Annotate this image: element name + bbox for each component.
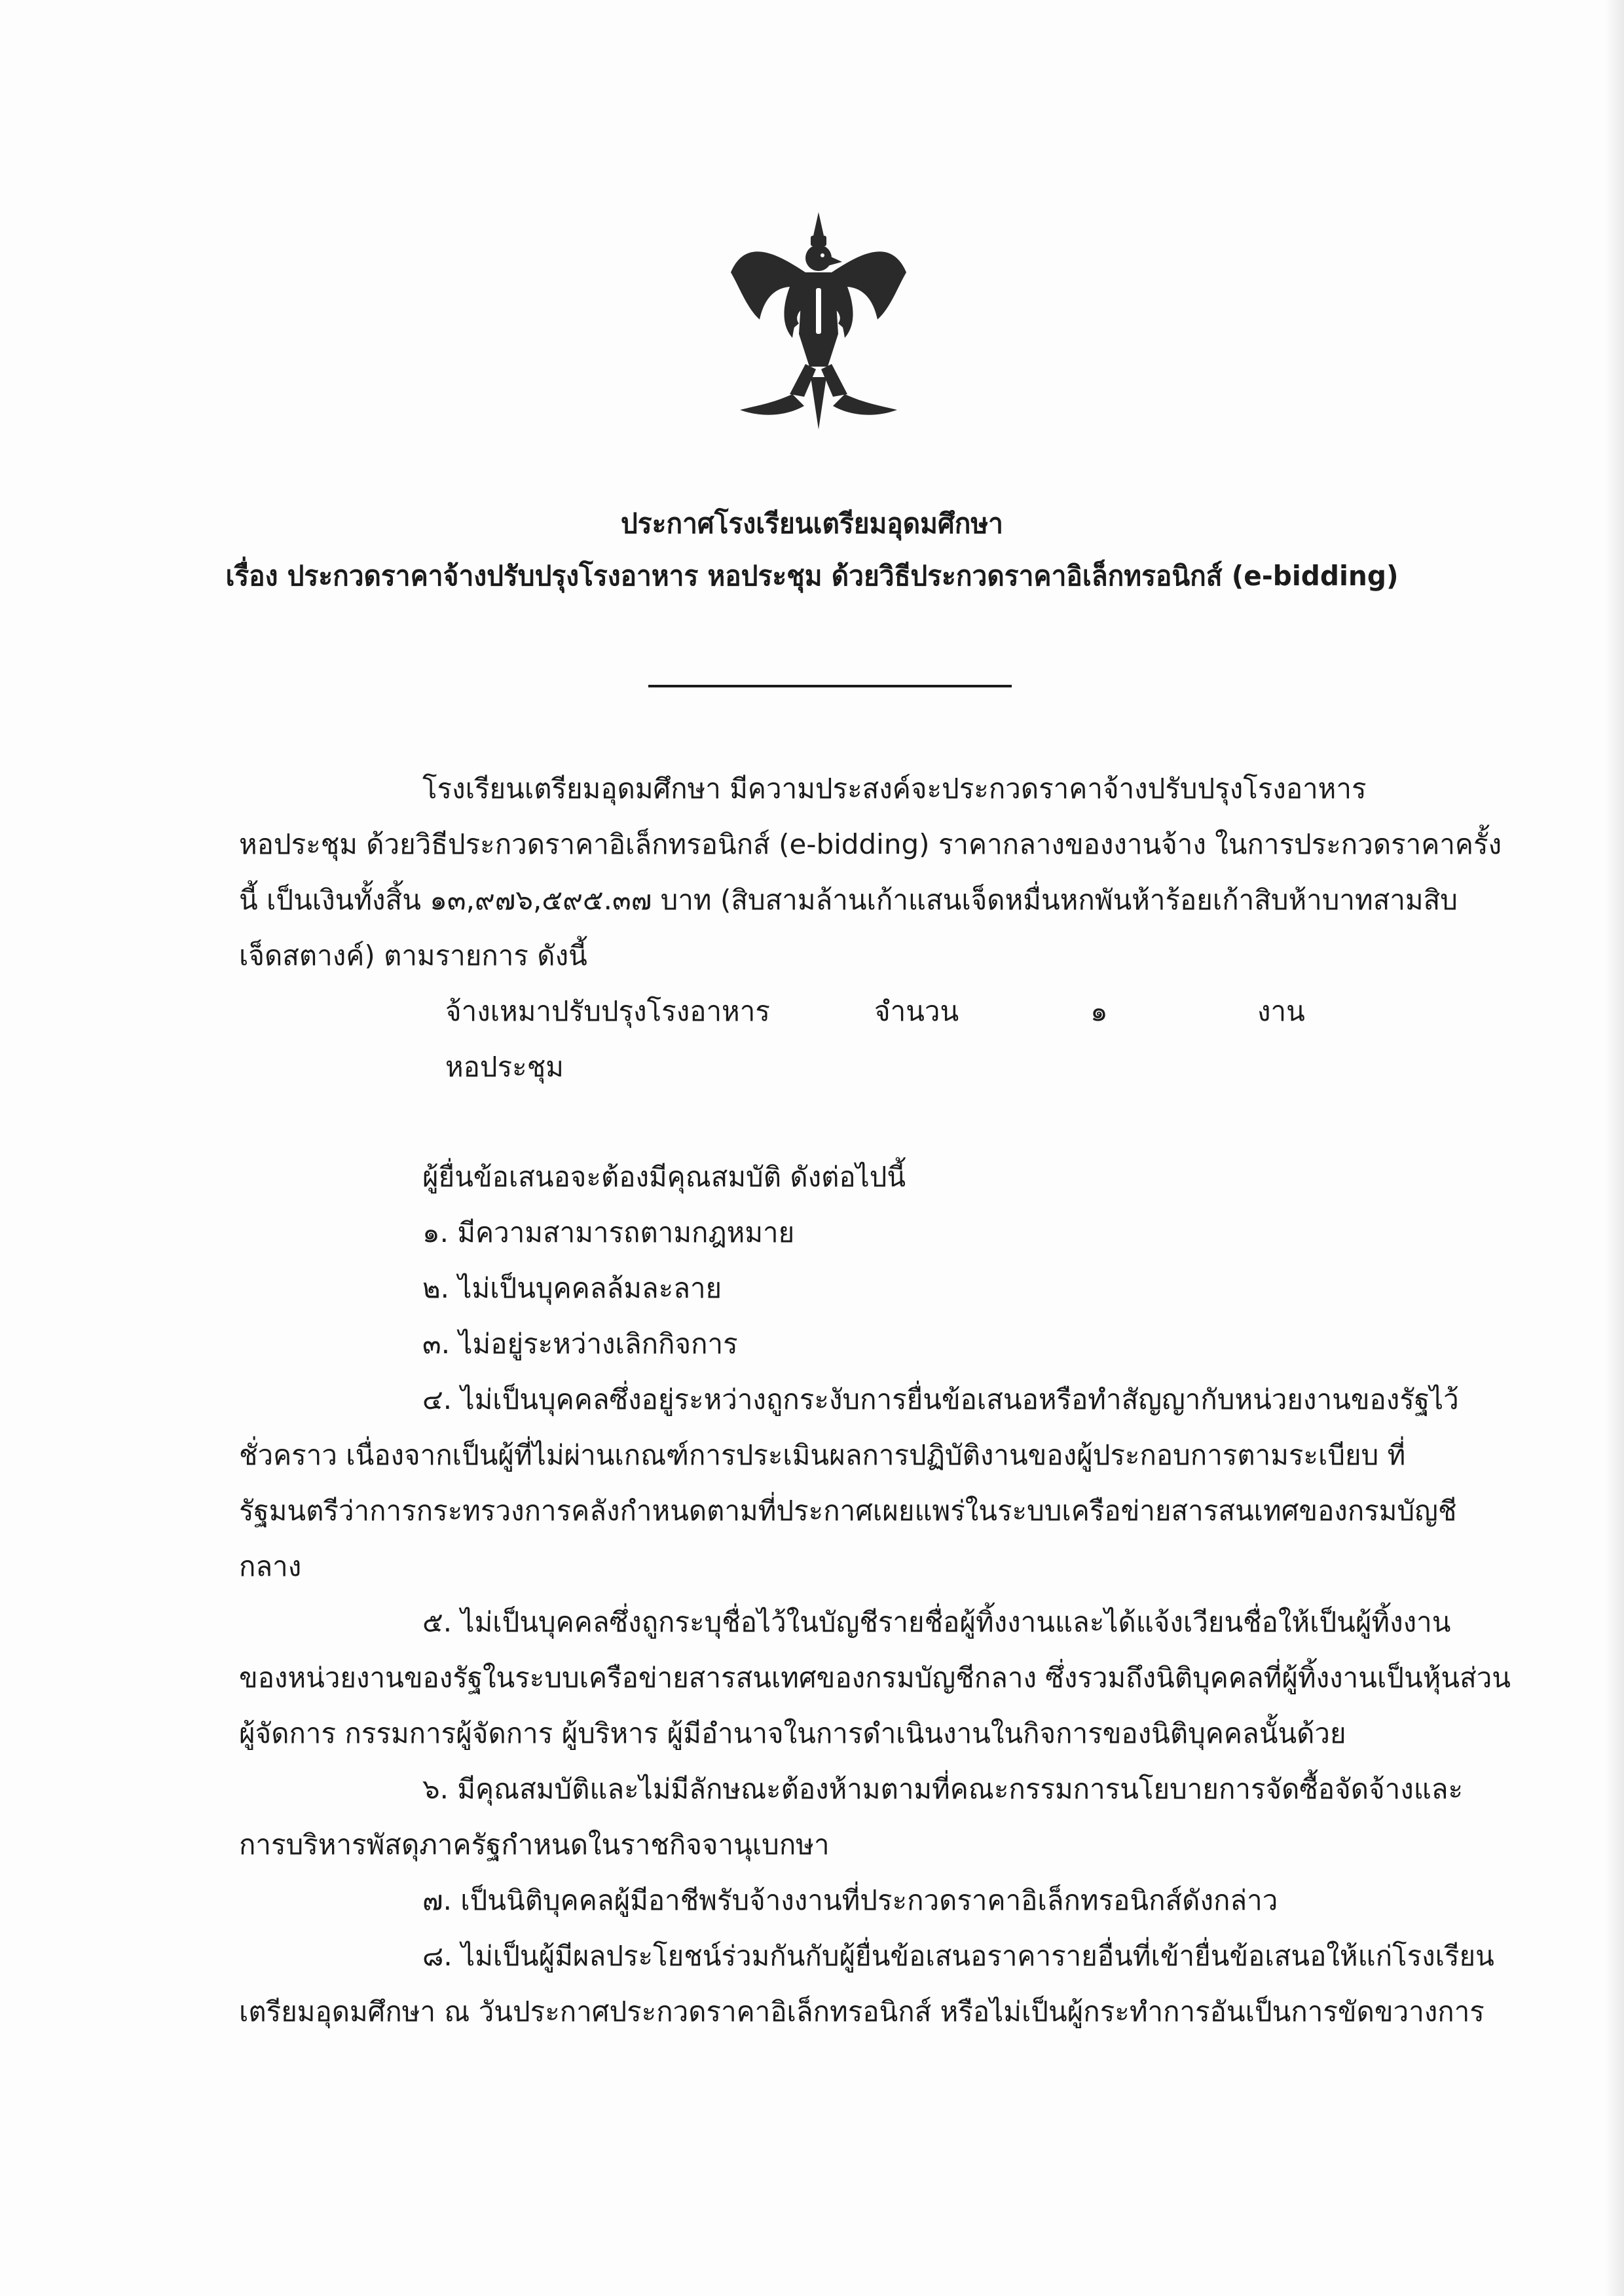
item-name: จ้างเหมาปรับปรุงโรงอาหาร (445, 995, 770, 1027)
item-unit: งาน (1257, 995, 1305, 1027)
title-divider (648, 685, 1012, 687)
intro-line-2: หอประชุม ด้วยวิธีประกวดราคาอิเล็กทรอนิกส์ (e-bidding) ราคากลางของงานจ้าง ในการประกวดราคาครั้ง (239, 828, 1502, 860)
qualification-line: การบริหารพัสดุภาครัฐกำหนดในราชกิจจานุเบกษา (239, 1829, 830, 1861)
qualification-line: ๑. มีความสามารถตามกฎหมาย (422, 1216, 795, 1248)
qualification-line: ชั่วคราว เนื่องจากเป็นผู้ที่ไม่ผ่านเกณฑ์การประเมินผลการปฏิบัติงานของผู้ประกอบการตามระเบียบ ที่ (239, 1439, 1406, 1471)
announcement-title-block (0, 498, 1624, 602)
intro-line-1: โรงเรียนเตรียมอุดมศึกษา มีความประสงค์จะประกวดราคาจ้างปรับปรุงโรงอาหาร (422, 773, 1367, 805)
item-name-continued: หอประชุม (445, 1051, 564, 1083)
qualification-line: รัฐมนตรีว่าการกระทรวงการคลังกำหนดตามที่ประกาศเผยแพร่ในระบบเครือข่ายสารสนเทศของกรมบัญชี (239, 1495, 1457, 1527)
qualification-line: เตรียมอุดมศึกษา ณ วันประกาศประกวดราคาอิเล็กทรอนิกส์ หรือไม่เป็นผู้กระทำการอันเป็นการขัดขวางการ (239, 1995, 1485, 2028)
qualification-line: ๘. ไม่เป็นผู้มีผลประโยชน์ร่วมกันกับผู้ยื่นข้อเสนอราคารายอื่นที่เข้ายื่นข้อเสนอให้แก่โรงเรียน (422, 1940, 1494, 1972)
qualification-line: ๕. ไม่เป็นบุคคลซึ่งถูกระบุชื่อไว้ในบัญชีรายชื่อผู้ทิ้งงานและได้แจ้งเวียนชื่อให้เป็นผู้ทิ้งงาน (422, 1606, 1451, 1638)
announcement-subject: เรื่อง ประกวดราคาจ้างปรับปรุงโรงอาหาร หอประชุม ด้วยวิธีประกวดราคาอิเล็กทรอนิกส์ (e-bidding) (225, 560, 1399, 592)
qualification-line: กลาง (239, 1550, 302, 1582)
qualification-line: ๔. ไม่เป็นบุคคลซึ่งอยู่ระหว่างถูกระงับการยื่นข้อเสนอหรือทำสัญญากับหน่วยงานของรัฐไว้ (422, 1383, 1459, 1415)
intro-line-4: เจ็ดสตางค์) ตามรายการ ดังนี้ (239, 939, 587, 972)
qualification-line: ๖. มีคุณสมบัติและไม่มีลักษณะต้องห้ามตามที่คณะกรรมการนโยบายการจัดซื้อจัดจ้างและ (422, 1773, 1464, 1805)
qualification-line: ๗. เป็นนิติบุคคลผู้มีอาชีพรับจ้างงานที่ประกวดราคาอิเล็กทรอนิกส์ดังกล่าว (422, 1884, 1278, 1916)
item-quantity: ๑ (1090, 995, 1108, 1027)
qualification-line: ผู้จัดการ กรรมการผู้จัดการ ผู้บริหาร ผู้มีอำนาจในการดำเนินงานในกิจการของนิติบุคคลนั้นด้วย (239, 1717, 1346, 1749)
intro-line-3: นี้ เป็นเงินทั้งสิ้น ๑๓,๙๗๖,๕๙๕.๓๗ บาท (สิบสามล้านเก้าแสนเจ็ดหมื่นหกพันห้าร้อยเก้าสิบห้าบาทสามสิบ (239, 884, 1458, 916)
item-quantity-label: จำนวน (874, 995, 959, 1027)
qualification-line: ๓. ไม่อยู่ระหว่างเลิกกิจการ (422, 1328, 738, 1360)
scan-edge-shadow (1604, 0, 1624, 2296)
qualification-line: ของหน่วยงานของรัฐในระบบเครือข่ายสารสนเทศของกรมบัญชีกลาง ซึ่งรวมถึงนิติบุคคลที่ผู้ทิ้งงานเป็นหุ้นส่วน (239, 1662, 1511, 1694)
announcement-title: ประกาศโรงเรียนเตรียมอุดมศึกษา (620, 507, 1004, 539)
garuda-emblem-icon (727, 210, 910, 432)
qualifications-heading: ผู้ยื่นข้อเสนอจะต้องมีคุณสมบัติ ดังต่อไปนี้ (422, 1161, 906, 1193)
qualification-line: ๒. ไม่เป็นบุคคลล้มละลาย (422, 1272, 722, 1304)
